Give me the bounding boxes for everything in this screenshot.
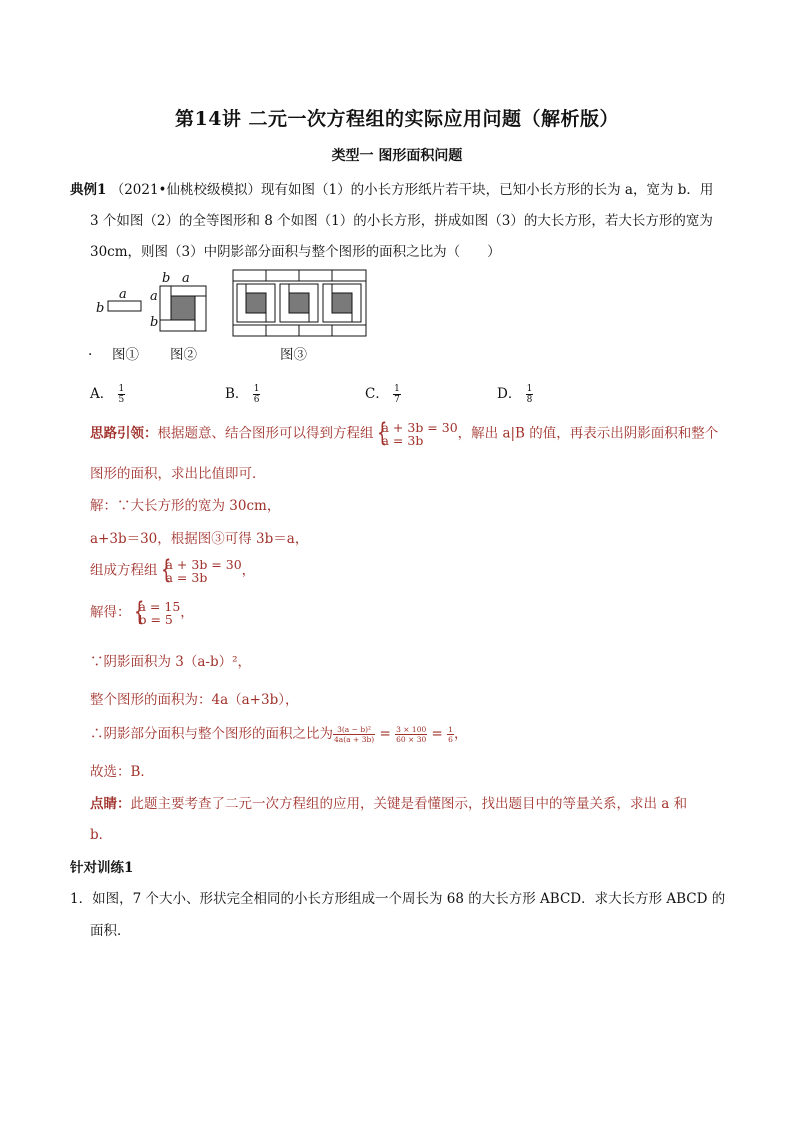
page-title: 第14讲 二元一次方程组的实际应用问题（解析版） [174, 108, 620, 130]
hint-text-after: ，解出 a|B 的值，再表示出阴影面积和整个 [457, 425, 719, 442]
figure-2-label: 图② [170, 347, 197, 363]
solution-l3-text: 组成方程组 [90, 562, 158, 579]
frac-den: 5 [118, 395, 125, 405]
solution-line-7 [90, 722, 467, 744]
frac-den: 6 [253, 395, 260, 405]
section-subtitle: 类型一 图形面积问题 [331, 148, 463, 164]
choice-fraction [526, 384, 534, 405]
equals-sign: = [379, 726, 391, 742]
ratio-fraction-3 [447, 725, 454, 744]
practice-q1-line-1: 1．如图，7 个大小、形状完全相同的小长方形组成一个周长为 68 的大长方形 ABCD．求大长方形 ABCD 的 [70, 891, 726, 907]
practice-label: 针对训练1 [70, 860, 134, 876]
fig2-b-left: b [150, 315, 159, 330]
hint-eq1: a + 3b = 30 [381, 420, 458, 435]
fig2-a-left: a [150, 289, 158, 304]
ratio-fraction-1 [333, 725, 375, 744]
frac-num: 1 [253, 384, 260, 394]
solution-l3-end: ， [241, 562, 256, 579]
brace-icon: { [376, 418, 387, 448]
fig3-shade-3 [332, 293, 352, 313]
comment-line-2: b． [90, 827, 113, 843]
solution-l7-text: ∴阴影部分面积与整个图形的面积之比为 [90, 726, 333, 742]
comment-line-1 [90, 792, 687, 812]
choice-fraction [253, 384, 261, 405]
example-source: （2021•仙桃校级模拟） [110, 182, 262, 198]
frac-den: 4a(a + 3b) [334, 735, 375, 744]
ratio-fraction-2 [395, 725, 427, 744]
hint-equation-system [374, 418, 458, 448]
solution-line-5: ∵阴影面积为 3（a-b）²， [90, 654, 252, 670]
equals-sign: = [431, 726, 443, 742]
solution-line-1: 解：∵大长方形的宽为 30cm， [90, 498, 281, 514]
frac-den: 7 [394, 395, 400, 405]
choice-a[interactable] [90, 382, 125, 405]
fig3-shade-2 [289, 293, 309, 313]
solution-l4-text: 解得： [90, 604, 131, 621]
comment-label: 点睛： [90, 796, 131, 812]
fig1-a-label: a [119, 287, 127, 302]
example-figures [88, 268, 388, 340]
fig2-a-top: a [182, 271, 190, 286]
solution-l3-eq1: a + 3b = 30 [165, 557, 242, 572]
fig3-shade-1 [246, 293, 266, 313]
frac-den: 6 [448, 735, 453, 744]
solution-result-system [131, 597, 181, 627]
fig1-b-label: b [96, 301, 105, 316]
solution-line-4 [90, 597, 194, 627]
figure-1-label: 图① [112, 347, 139, 363]
fig1-rect [108, 301, 141, 311]
solution-l4-end: ， [180, 604, 194, 621]
solution-line-6: 整个图形的面积为：4a（a+3b）， [90, 692, 299, 708]
hint-label: 思路引领： [90, 425, 158, 442]
solution-line-3 [90, 555, 256, 585]
figure-1 [96, 287, 141, 316]
comment-text: 此题主要考查了二元一次方程组的应用，关键是看懂图示，找出题目中的等量关系，求出 a 和 [130, 796, 688, 812]
figure-dot: . [88, 343, 93, 359]
practice-q1-line-2: 面积． [90, 923, 131, 939]
frac-num: 1 [394, 384, 400, 394]
choice-b[interactable] [225, 382, 260, 405]
hint-text-before: 根据题意、结合图形可以得到方程组 [157, 425, 374, 442]
solution-line-8: 故选：B． [90, 764, 154, 780]
example-line-3: 30cm，则图（3）中阴影部分面积与整个图形的面积之比为（ ） [90, 244, 501, 260]
example-line-2: 3 个如图（2）的全等图形和 8 个如图（1）的小长方形，拼成如图（3）的大长方形，若大长方形的宽为 [90, 213, 713, 229]
choice-letter: A． [90, 386, 114, 402]
example-line-1 [70, 178, 713, 198]
choice-letter: B． [225, 386, 249, 402]
solution-equation-system [158, 555, 242, 585]
hint-eq2: a = 3b [381, 433, 424, 448]
solution-line-2: a+3b＝30，根据图③可得 3b＝a， [90, 531, 309, 547]
choice-fraction [393, 384, 401, 405]
hint-line-2: 图形的面积，求出比值即可． [90, 466, 266, 482]
solution-l3-eq2: a = 3b [165, 570, 208, 585]
frac-num: 3 × 100 [396, 725, 427, 734]
fig2-shade [171, 296, 195, 320]
frac-num: 1 [526, 384, 533, 394]
solution-l4-eq2: b = 5 [138, 612, 173, 627]
frac-num: 1 [118, 384, 125, 394]
frac-num: 3(a − b)² [333, 725, 375, 735]
brace-icon: { [133, 597, 144, 627]
figure-2 [150, 271, 206, 331]
solution-l7-end: ， [453, 726, 468, 742]
choice-fraction [118, 384, 126, 405]
choice-d[interactable] [497, 382, 533, 405]
figure-3 [233, 270, 366, 336]
hint-line-1 [90, 418, 719, 448]
solution-l4-eq1: a = 15 [138, 599, 181, 614]
choice-letter: C． [365, 386, 389, 402]
frac-den: 8 [526, 395, 533, 405]
frac-num: 1 [448, 725, 453, 734]
example-text-1: 现有如图（1）的小长方形纸片若干块，已知小长方形的长为 a，宽为 b．用 [261, 182, 714, 198]
choice-letter: D． [497, 386, 522, 402]
frac-den: 60 × 30 [396, 735, 427, 744]
example-label: 典例1 [70, 182, 107, 198]
choice-c[interactable] [365, 382, 401, 405]
figure-3-label: 图③ [280, 347, 307, 363]
brace-icon: { [160, 555, 171, 585]
fig2-b-top: b [162, 271, 171, 286]
